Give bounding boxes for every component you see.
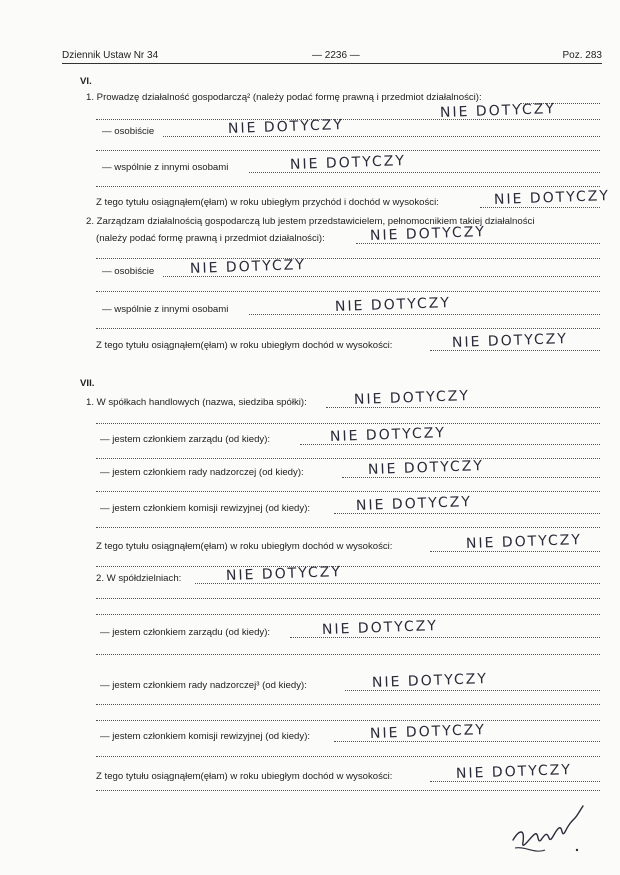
answer-line <box>430 551 600 552</box>
answer-line <box>96 119 600 120</box>
vii-q1-supervisory-label: — jestem członkiem rady nadzorczej (od kiedy): <box>100 467 304 478</box>
vii-q1-supervisory-answer: NIE DOTYCZY <box>367 457 485 479</box>
vii-q1-audit-answer: NIE DOTYCZY <box>355 493 473 515</box>
answer-line <box>96 491 600 492</box>
answer-line <box>195 583 600 584</box>
vii-q1-board-answer: NIE DOTYCZY <box>329 424 447 446</box>
vii-q1-answer: NIE DOTYCZY <box>353 387 471 409</box>
vii-q2-board-answer: NIE DOTYCZY <box>321 617 439 639</box>
section-vi-heading: VI. <box>80 76 92 87</box>
answer-line <box>96 458 600 459</box>
vii-q2-income-answer: NIE DOTYCZY <box>455 761 573 783</box>
answer-line <box>96 328 600 329</box>
answer-line <box>96 258 600 259</box>
vi-q2-answer: NIE DOTYCZY <box>369 223 487 245</box>
vi-q2-income-label: Z tego tytułu osiągnąłem(ęłam) w roku ubiegłym dochód w wysokości: <box>96 340 393 351</box>
answer-line <box>96 654 600 655</box>
answer-line <box>96 720 600 721</box>
vi-q2-joint-answer: NIE DOTYCZY <box>334 294 452 316</box>
vi-q2-label-line1: 2. Zarządzam działalnością gospodarczą lub jestem przedstawicielem, pełnomocnikiem takiej działalności <box>86 216 535 227</box>
vi-q1-income-answer: NIE DOTYCZY <box>493 187 611 209</box>
page-number: — 2236 — <box>312 50 360 61</box>
vi-q1-joint-label: — wspólnie z innymi osobami <box>102 162 229 173</box>
vi-q1-personal-label: — osobiście <box>102 126 155 137</box>
vi-q2-label-line2: (należy podać formę prawną i przedmiot działalności): <box>96 233 325 244</box>
answer-line <box>96 614 600 615</box>
vii-q1-board-label: — jestem członkiem zarządu (od kiedy): <box>100 434 271 445</box>
section-vii-heading: VII. <box>80 378 95 389</box>
answer-line <box>96 291 600 292</box>
answer-line <box>96 790 600 791</box>
vii-q1-audit-label: — jestem członkiem komisji rewizyjnej (od kiedy): <box>100 503 311 514</box>
vii-q1-income-answer: NIE DOTYCZY <box>465 531 583 553</box>
vi-q2-joint-label: — wspólnie z innymi osobami <box>102 304 229 315</box>
vi-q1-answer: NIE DOTYCZY <box>439 100 557 122</box>
handwritten-signature <box>505 800 595 860</box>
answer-line <box>96 566 600 567</box>
vi-q2-personal-label: — osobiście <box>102 266 155 277</box>
answer-line <box>96 598 600 599</box>
vi-q2-personal-answer: NIE DOTYCZY <box>189 256 307 278</box>
vii-q2-income-label: Z tego tytułu osiągnąłem(ęłam) w roku ubiegłym dochód w wysokości: <box>96 771 393 782</box>
vi-q1-label: 1. Prowadzę działalność gospodarczą² (należy podać formę prawną i przedmiot działalności): <box>86 92 482 103</box>
answer-line <box>96 150 600 151</box>
vii-q2-answer: NIE DOTYCZY <box>225 563 343 585</box>
answer-line <box>96 756 600 757</box>
vii-q1-income-label: Z tego tytułu osiągnąłem(ęłam) w roku ubiegłym dochód w wysokości: <box>96 541 393 552</box>
vi-q1-income-label: Z tego tytułu osiągnąłem(ęłam) w roku ubiegłym przychód i dochód w wysokości: <box>96 197 439 208</box>
vii-q2-supervisory-label: — jestem członkiem rady nadzorczej³ (od kiedy): <box>100 680 307 691</box>
vi-q2-income-answer: NIE DOTYCZY <box>451 330 569 352</box>
vii-q2-audit-answer: NIE DOTYCZY <box>369 721 487 743</box>
vii-q2-board-label: — jestem członkiem zarządu (od kiedy): <box>100 627 271 638</box>
vi-q1-personal-answer: NIE DOTYCZY <box>227 116 345 138</box>
answer-line <box>96 423 600 424</box>
vi-q1-joint-answer: NIE DOTYCZY <box>289 152 407 174</box>
answer-line <box>96 527 600 528</box>
vii-q1-label: 1. W spółkach handlowych (nazwa, siedziba spółki): <box>86 397 307 408</box>
vii-q2-supervisory-answer: NIE DOTYCZY <box>371 670 489 692</box>
vii-q2-audit-label: — jestem członkiem komisji rewizyjnej (od kiedy): <box>100 731 311 742</box>
answer-line <box>96 186 600 187</box>
vii-q2-label: 2. W spółdzielniach: <box>96 573 182 584</box>
answer-line <box>163 276 600 277</box>
answer-line <box>96 704 600 705</box>
answer-line <box>249 314 600 315</box>
journal-title: Dziennik Ustaw Nr 34 <box>62 50 159 61</box>
page-header <box>62 49 602 64</box>
position-number: Poz. 283 <box>562 50 602 61</box>
